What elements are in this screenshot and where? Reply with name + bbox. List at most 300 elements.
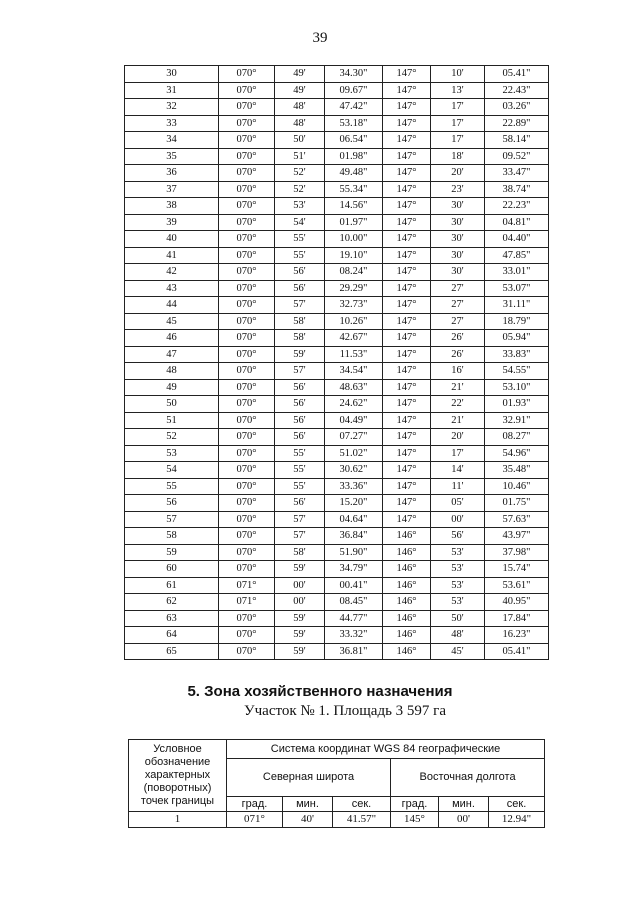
table-row xyxy=(125,412,549,429)
lat-deg-cell: 070° xyxy=(219,627,275,644)
lat-sec-cell: 08.45" xyxy=(325,594,383,611)
lon-sec-cell: 54.55" xyxy=(485,363,549,380)
lat-deg-cell: 070° xyxy=(219,544,275,561)
point-cell: 42 xyxy=(125,264,219,281)
lon-sec-cell: 35.48" xyxy=(485,462,549,479)
lon-min-cell: 30' xyxy=(431,231,485,248)
lon-min-cell: 00' xyxy=(439,812,489,828)
table-row xyxy=(125,544,549,561)
point-cell: 61 xyxy=(125,577,219,594)
point-cell: 36 xyxy=(125,165,219,182)
lon-deg-cell: 147° xyxy=(383,198,431,215)
table-row xyxy=(125,627,549,644)
lon-sec-cell: 22.23" xyxy=(485,198,549,215)
point-cell: 49 xyxy=(125,379,219,396)
lat-sec-cell: 34.79" xyxy=(325,561,383,578)
lon-deg-cell: 146° xyxy=(383,643,431,660)
lat-min-cell: 51' xyxy=(275,148,325,165)
lon-min-cell: 13' xyxy=(431,82,485,99)
lat-sec-cell: 24.62" xyxy=(325,396,383,413)
lat-deg-cell: 070° xyxy=(219,66,275,83)
lat-sec-cell: 47.42" xyxy=(325,99,383,116)
lat-sec-cell: 36.81" xyxy=(325,643,383,660)
lat-deg-cell: 070° xyxy=(219,115,275,132)
point-cell: 32 xyxy=(125,99,219,116)
lon-min-cell: 11' xyxy=(431,478,485,495)
lon-min-cell: 16' xyxy=(431,363,485,380)
lat-min-cell: 59' xyxy=(275,346,325,363)
lon-deg-cell: 147° xyxy=(383,346,431,363)
lat-min-cell: 40' xyxy=(283,812,333,828)
lat-deg-header: град. xyxy=(227,797,283,812)
lon-min-cell: 17' xyxy=(431,115,485,132)
lon-deg-cell: 147° xyxy=(383,511,431,528)
lon-deg-cell: 147° xyxy=(383,462,431,479)
lon-min-cell: 30' xyxy=(431,214,485,231)
lat-deg-cell: 070° xyxy=(219,643,275,660)
lon-deg-cell: 146° xyxy=(383,594,431,611)
table-row xyxy=(125,363,549,380)
lon-deg-cell: 147° xyxy=(383,412,431,429)
lon-deg-cell: 147° xyxy=(383,148,431,165)
lat-sec-cell: 42.67" xyxy=(325,330,383,347)
lat-min-cell: 59' xyxy=(275,627,325,644)
lon-sec-cell: 05.41" xyxy=(485,643,549,660)
table-row xyxy=(125,561,549,578)
lat-deg-cell: 070° xyxy=(219,462,275,479)
lat-deg-cell: 070° xyxy=(219,346,275,363)
lat-deg-cell: 070° xyxy=(219,99,275,116)
point-cell: 62 xyxy=(125,594,219,611)
lat-min-cell: 56' xyxy=(275,280,325,297)
lon-deg-cell: 146° xyxy=(383,544,431,561)
lat-sec-cell: 36.84" xyxy=(325,528,383,545)
point-cell: 43 xyxy=(125,280,219,297)
lat-min-cell: 57' xyxy=(275,297,325,314)
point-cell: 33 xyxy=(125,115,219,132)
table-row xyxy=(125,462,549,479)
lon-sec-cell: 05.41" xyxy=(485,66,549,83)
lon-sec-header: сек. xyxy=(489,797,545,812)
lat-deg-cell: 070° xyxy=(219,429,275,446)
point-cell: 51 xyxy=(125,412,219,429)
lat-sec-cell: 30.62" xyxy=(325,462,383,479)
point-cell: 40 xyxy=(125,231,219,248)
lon-sec-cell: 05.94" xyxy=(485,330,549,347)
lat-deg-cell: 070° xyxy=(219,445,275,462)
lon-min-cell: 27' xyxy=(431,297,485,314)
lat-sec-cell: 09.67" xyxy=(325,82,383,99)
lat-min-cell: 57' xyxy=(275,528,325,545)
point-cell: 30 xyxy=(125,66,219,83)
table-row xyxy=(125,231,549,248)
lon-sec-cell: 54.96" xyxy=(485,445,549,462)
table-row xyxy=(125,528,549,545)
lon-sec-cell: 03.26" xyxy=(485,99,549,116)
table-row xyxy=(125,610,549,627)
lat-deg-cell: 070° xyxy=(219,330,275,347)
table-row xyxy=(125,313,549,330)
lat-min-cell: 56' xyxy=(275,379,325,396)
lat-min-cell: 55' xyxy=(275,231,325,248)
lon-min-cell: 30' xyxy=(431,198,485,215)
lon-min-cell: 20' xyxy=(431,165,485,182)
lat-min-cell: 55' xyxy=(275,247,325,264)
point-cell: 41 xyxy=(125,247,219,264)
table-row xyxy=(125,643,549,660)
lat-deg-cell: 070° xyxy=(219,610,275,627)
lon-sec-cell: 12.94" xyxy=(489,812,545,828)
table-row xyxy=(125,132,549,149)
lat-sec-cell: 11.53" xyxy=(325,346,383,363)
lat-deg-cell: 070° xyxy=(219,313,275,330)
lon-sec-cell: 57.63" xyxy=(485,511,549,528)
lat-deg-cell: 070° xyxy=(219,297,275,314)
lon-deg-cell: 147° xyxy=(383,66,431,83)
point-cell: 63 xyxy=(125,610,219,627)
point-cell: 59 xyxy=(125,544,219,561)
table-row xyxy=(125,511,549,528)
lon-deg-cell: 147° xyxy=(383,82,431,99)
point-cell: 46 xyxy=(125,330,219,347)
table-row xyxy=(125,99,549,116)
lon-deg-cell: 146° xyxy=(383,528,431,545)
coordinates-table-body xyxy=(125,66,549,660)
lat-sec-cell: 53.18" xyxy=(325,115,383,132)
coordinates-table xyxy=(124,65,549,660)
lon-sec-cell: 04.81" xyxy=(485,214,549,231)
lon-sec-cell: 31.11" xyxy=(485,297,549,314)
lon-deg-cell: 147° xyxy=(383,396,431,413)
point-cell: 60 xyxy=(125,561,219,578)
point-cell: 1 xyxy=(129,812,227,828)
lon-deg-cell: 147° xyxy=(383,363,431,380)
lon-min-cell: 20' xyxy=(431,429,485,446)
point-cell: 35 xyxy=(125,148,219,165)
table-row xyxy=(125,445,549,462)
lon-deg-cell: 146° xyxy=(383,610,431,627)
lon-sec-cell: 15.74" xyxy=(485,561,549,578)
lon-deg-cell: 146° xyxy=(383,627,431,644)
lat-min-cell: 56' xyxy=(275,396,325,413)
point-cell: 58 xyxy=(125,528,219,545)
lon-min-cell: 30' xyxy=(431,264,485,281)
point-cell: 38 xyxy=(125,198,219,215)
lat-sec-cell: 34.30" xyxy=(325,66,383,83)
lat-min-cell: 55' xyxy=(275,462,325,479)
lon-deg-header: град. xyxy=(391,797,439,812)
lon-sec-cell: 08.27" xyxy=(485,429,549,446)
lat-sec-header: сек. xyxy=(333,797,391,812)
lat-deg-cell: 070° xyxy=(219,231,275,248)
plot-coordinates-table xyxy=(128,739,545,828)
point-cell: 55 xyxy=(125,478,219,495)
table-row xyxy=(125,181,549,198)
lat-sec-cell: 32.73" xyxy=(325,297,383,314)
lat-deg-cell: 071° xyxy=(227,812,283,828)
table-row xyxy=(125,429,549,446)
lon-min-cell: 48' xyxy=(431,627,485,644)
lat-deg-cell: 070° xyxy=(219,412,275,429)
lat-sec-cell: 51.90" xyxy=(325,544,383,561)
lon-min-cell: 22' xyxy=(431,396,485,413)
lon-deg-cell: 147° xyxy=(383,165,431,182)
lon-min-cell: 30' xyxy=(431,247,485,264)
lon-deg-cell: 147° xyxy=(383,429,431,446)
lon-sec-cell: 22.43" xyxy=(485,82,549,99)
table-row xyxy=(125,165,549,182)
lat-deg-cell: 071° xyxy=(219,594,275,611)
lat-sec-cell: 14.56" xyxy=(325,198,383,215)
table-row xyxy=(125,66,549,83)
point-cell: 52 xyxy=(125,429,219,446)
lon-sec-cell: 40.95" xyxy=(485,594,549,611)
lat-sec-cell: 15.20" xyxy=(325,495,383,512)
page-number: 39 xyxy=(312,30,328,46)
lon-min-cell: 21' xyxy=(431,412,485,429)
lon-deg-cell: 147° xyxy=(383,181,431,198)
lat-sec-cell: 48.63" xyxy=(325,379,383,396)
lat-min-cell: 53' xyxy=(275,198,325,215)
point-cell: 54 xyxy=(125,462,219,479)
table-row xyxy=(125,396,549,413)
lon-sec-cell: 16.23" xyxy=(485,627,549,644)
table-row xyxy=(125,495,549,512)
lon-min-cell: 26' xyxy=(431,330,485,347)
lon-min-cell: 23' xyxy=(431,181,485,198)
lat-min-cell: 58' xyxy=(275,330,325,347)
point-cell: 31 xyxy=(125,82,219,99)
lat-min-cell: 48' xyxy=(275,99,325,116)
lat-deg-cell: 070° xyxy=(219,181,275,198)
lat-sec-cell: 01.98" xyxy=(325,148,383,165)
table-row xyxy=(125,330,549,347)
lat-min-cell: 54' xyxy=(275,214,325,231)
lat-sec-cell: 33.32" xyxy=(325,627,383,644)
lon-deg-cell: 147° xyxy=(383,313,431,330)
plot-title: Участок № 1. Площадь 3 597 га xyxy=(244,703,446,719)
lat-min-cell: 52' xyxy=(275,181,325,198)
lat-deg-cell: 070° xyxy=(219,264,275,281)
lon-sec-cell: 04.40" xyxy=(485,231,549,248)
lon-sec-cell: 33.83" xyxy=(485,346,549,363)
north-latitude-header: Северная широта xyxy=(227,759,391,797)
lon-deg-cell: 147° xyxy=(383,247,431,264)
table-row xyxy=(125,280,549,297)
point-cell: 45 xyxy=(125,313,219,330)
table-row xyxy=(125,264,549,281)
table-row xyxy=(125,478,549,495)
lon-sec-cell: 53.10" xyxy=(485,379,549,396)
lon-min-cell: 53' xyxy=(431,577,485,594)
lon-min-cell: 27' xyxy=(431,280,485,297)
lat-min-cell: 59' xyxy=(275,561,325,578)
lat-sec-cell: 00.41" xyxy=(325,577,383,594)
lon-min-cell: 26' xyxy=(431,346,485,363)
point-cell: 57 xyxy=(125,511,219,528)
lat-sec-cell: 07.27" xyxy=(325,429,383,446)
lat-deg-cell: 070° xyxy=(219,363,275,380)
table-row xyxy=(125,214,549,231)
table-row xyxy=(125,148,549,165)
lat-deg-cell: 070° xyxy=(219,148,275,165)
lat-min-cell: 55' xyxy=(275,445,325,462)
lon-sec-cell: 33.01" xyxy=(485,264,549,281)
point-cell: 53 xyxy=(125,445,219,462)
lat-deg-cell: 070° xyxy=(219,379,275,396)
lat-sec-cell: 19.10" xyxy=(325,247,383,264)
lat-sec-cell: 10.00" xyxy=(325,231,383,248)
lat-min-cell: 56' xyxy=(275,429,325,446)
lat-sec-cell: 06.54" xyxy=(325,132,383,149)
point-cell: 50 xyxy=(125,396,219,413)
lat-deg-cell: 070° xyxy=(219,198,275,215)
point-cell: 48 xyxy=(125,363,219,380)
lon-sec-cell: 53.61" xyxy=(485,577,549,594)
lat-sec-cell: 33.36" xyxy=(325,478,383,495)
lat-min-cell: 50' xyxy=(275,132,325,149)
lon-sec-cell: 33.47" xyxy=(485,165,549,182)
section-heading: 5. Зона хозяйственного назначения xyxy=(187,683,453,700)
lat-min-cell: 58' xyxy=(275,544,325,561)
lat-min-cell: 56' xyxy=(275,495,325,512)
lon-min-cell: 18' xyxy=(431,148,485,165)
lat-deg-cell: 070° xyxy=(219,82,275,99)
lat-deg-cell: 070° xyxy=(219,247,275,264)
point-cell: 34 xyxy=(125,132,219,149)
lat-min-cell: 58' xyxy=(275,313,325,330)
lon-min-cell: 05' xyxy=(431,495,485,512)
lon-sec-cell: 32.91" xyxy=(485,412,549,429)
lat-deg-cell: 070° xyxy=(219,132,275,149)
lon-min-cell: 17' xyxy=(431,99,485,116)
lat-min-cell: 59' xyxy=(275,643,325,660)
lat-sec-cell: 08.24" xyxy=(325,264,383,281)
lon-deg-cell: 146° xyxy=(383,577,431,594)
point-cell: 64 xyxy=(125,627,219,644)
lat-sec-cell: 44.77" xyxy=(325,610,383,627)
point-cell: 37 xyxy=(125,181,219,198)
lat-min-cell: 00' xyxy=(275,577,325,594)
lat-deg-cell: 070° xyxy=(219,478,275,495)
lon-sec-cell: 43.97" xyxy=(485,528,549,545)
point-cell: 65 xyxy=(125,643,219,660)
lon-deg-cell: 147° xyxy=(383,445,431,462)
table-row xyxy=(125,198,549,215)
lon-min-cell: 53' xyxy=(431,544,485,561)
lon-deg-cell: 147° xyxy=(383,264,431,281)
lon-min-cell: 21' xyxy=(431,379,485,396)
lon-min-header: мин. xyxy=(439,797,489,812)
table-row xyxy=(125,346,549,363)
lon-sec-cell: 58.14" xyxy=(485,132,549,149)
lat-min-cell: 59' xyxy=(275,610,325,627)
lat-min-cell: 55' xyxy=(275,478,325,495)
table-row xyxy=(125,115,549,132)
lat-deg-cell: 070° xyxy=(219,511,275,528)
point-cell: 56 xyxy=(125,495,219,512)
lat-deg-cell: 070° xyxy=(219,280,275,297)
lon-deg-cell: 147° xyxy=(383,478,431,495)
coordinate-system-header: Система координат WGS 84 географические xyxy=(227,740,545,759)
lat-deg-cell: 070° xyxy=(219,495,275,512)
lon-deg-cell: 147° xyxy=(383,231,431,248)
lon-sec-cell: 10.46" xyxy=(485,478,549,495)
lon-deg-cell: 147° xyxy=(383,132,431,149)
lat-sec-cell: 51.02" xyxy=(325,445,383,462)
lat-sec-cell: 04.49" xyxy=(325,412,383,429)
lat-deg-cell: 070° xyxy=(219,396,275,413)
lat-sec-cell: 49.48" xyxy=(325,165,383,182)
lat-deg-cell: 070° xyxy=(219,528,275,545)
point-label-header: Условное обозначение характерных (поворотных) точек границы xyxy=(129,740,227,812)
lon-sec-cell: 09.52" xyxy=(485,148,549,165)
lat-min-cell: 49' xyxy=(275,66,325,83)
point-cell: 44 xyxy=(125,297,219,314)
point-cell: 39 xyxy=(125,214,219,231)
lon-deg-cell: 147° xyxy=(383,495,431,512)
lat-deg-cell: 071° xyxy=(219,577,275,594)
lat-min-cell: 49' xyxy=(275,82,325,99)
table-row xyxy=(125,379,549,396)
lon-deg-cell: 147° xyxy=(383,379,431,396)
lat-deg-cell: 070° xyxy=(219,214,275,231)
lon-min-cell: 17' xyxy=(431,132,485,149)
lon-sec-cell: 38.74" xyxy=(485,181,549,198)
lat-min-cell: 56' xyxy=(275,264,325,281)
lon-deg-cell: 145° xyxy=(391,812,439,828)
lon-min-cell: 53' xyxy=(431,594,485,611)
lon-min-cell: 56' xyxy=(431,528,485,545)
lon-min-cell: 14' xyxy=(431,462,485,479)
lat-sec-cell: 01.97" xyxy=(325,214,383,231)
lon-deg-cell: 147° xyxy=(383,297,431,314)
lon-min-cell: 27' xyxy=(431,313,485,330)
lon-sec-cell: 17.84" xyxy=(485,610,549,627)
lon-deg-cell: 147° xyxy=(383,280,431,297)
lon-sec-cell: 18.79" xyxy=(485,313,549,330)
lat-min-cell: 56' xyxy=(275,412,325,429)
lon-sec-cell: 53.07" xyxy=(485,280,549,297)
lat-min-header: мин. xyxy=(283,797,333,812)
lat-sec-cell: 29.29" xyxy=(325,280,383,297)
lat-deg-cell: 070° xyxy=(219,165,275,182)
table-row xyxy=(129,812,545,828)
lat-sec-cell: 10.26" xyxy=(325,313,383,330)
lon-sec-cell: 47.85" xyxy=(485,247,549,264)
lat-min-cell: 57' xyxy=(275,511,325,528)
lon-min-cell: 10' xyxy=(431,66,485,83)
lon-deg-cell: 147° xyxy=(383,214,431,231)
table-row xyxy=(125,82,549,99)
lon-deg-cell: 147° xyxy=(383,330,431,347)
table-row xyxy=(125,247,549,264)
table-row xyxy=(125,594,549,611)
lat-min-cell: 00' xyxy=(275,594,325,611)
east-longitude-header: Восточная долгота xyxy=(391,759,545,797)
lon-sec-cell: 01.93" xyxy=(485,396,549,413)
lat-sec-cell: 41.57" xyxy=(333,812,391,828)
table-row xyxy=(125,297,549,314)
lat-sec-cell: 34.54" xyxy=(325,363,383,380)
point-cell: 47 xyxy=(125,346,219,363)
lat-sec-cell: 55.34" xyxy=(325,181,383,198)
lon-min-cell: 53' xyxy=(431,561,485,578)
lon-min-cell: 45' xyxy=(431,643,485,660)
lon-deg-cell: 147° xyxy=(383,115,431,132)
lon-sec-cell: 37.98" xyxy=(485,544,549,561)
lon-sec-cell: 01.75" xyxy=(485,495,549,512)
